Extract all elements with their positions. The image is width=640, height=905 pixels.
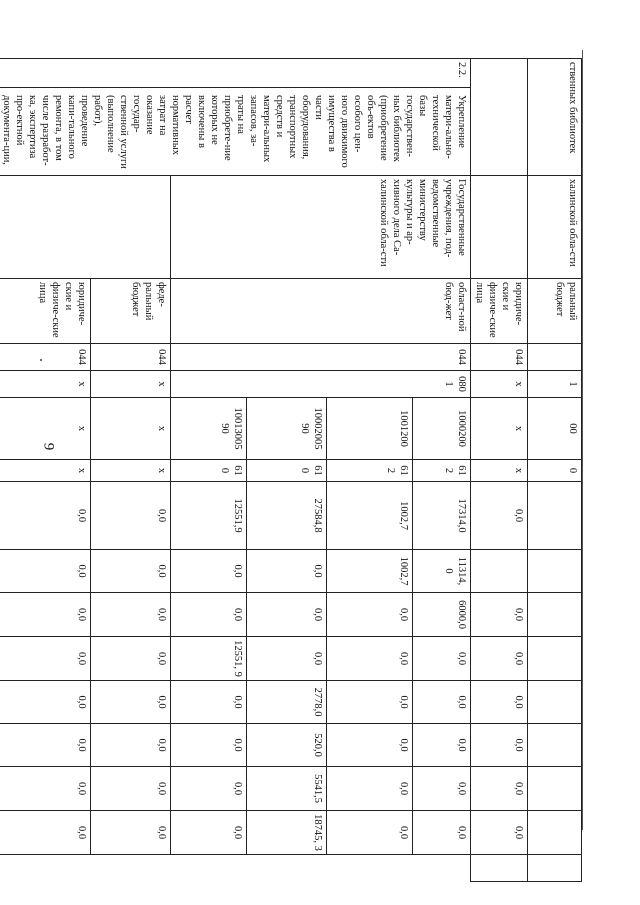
cell-value: 0,0 <box>90 550 171 593</box>
cell-value: 520,0 <box>246 724 327 767</box>
cell-value: 0,0 <box>327 811 413 855</box>
cell-code: 00 <box>528 398 582 460</box>
cell-value: 0,0 <box>0 811 90 855</box>
cell-x: х <box>471 460 528 482</box>
cell-code: 0 <box>528 460 582 482</box>
cell-vr: 61 2 <box>413 460 471 482</box>
cell-value: 0,0 <box>0 550 90 593</box>
cell-value: 0,0 <box>327 593 413 637</box>
cell-x: х <box>471 398 528 460</box>
cell-value: 0,0 <box>90 811 171 855</box>
cell-value: 12551, 9 <box>171 637 246 681</box>
table-row <box>0 59 90 882</box>
cell-value: 1002,7 <box>327 550 413 593</box>
cell-value: 0,0 <box>471 767 528 811</box>
cell-code: 044 <box>471 344 528 371</box>
cell-value: 1002,7 <box>327 482 413 550</box>
cell-value: 5541,5 <box>246 767 327 811</box>
section-text: Укрепление матери-ально-технической базы государствен-ных библиотек (приобретение объ-ектов особого цен-ного движимого имущества в части оборудования, транспортных средств и матери-альных запасов, за-траты на приобрете-ние которых не включены в расчет нормативных затрат на оказание государ-ственной услуги (выполнение работ), проведение капи-тального ремонта, в том числе разработ-ка, экспертиза про-ектной документа-ции, <box>1 95 467 169</box>
cell-csr: 1000200 <box>413 398 471 460</box>
cell-value: 0,0 <box>471 593 528 637</box>
cell-code: 044 <box>171 344 471 371</box>
cell-text: ственных библиотек <box>528 59 582 176</box>
cell-vr: 61 2 <box>327 460 413 482</box>
cell-value: 0,0 <box>171 767 246 811</box>
cell-value: 0,0 <box>0 637 90 681</box>
cell-x: х <box>90 398 171 460</box>
cell-value: 0,0 <box>413 811 471 855</box>
cell-value: 0,0 <box>90 724 171 767</box>
cell-value: 0,0 <box>0 767 90 811</box>
cell-csr: 10002005 90 <box>246 398 327 460</box>
cell-value: 0,0 <box>327 724 413 767</box>
cell-value: 0,0 <box>246 637 327 681</box>
cell-value: 0,0 <box>246 593 327 637</box>
cell-source: област-ной бюд-жет <box>171 279 471 344</box>
cell-value: 0,0 <box>413 637 471 681</box>
cell-value: 12551,9 <box>171 482 246 550</box>
cell-text: халинской обла-сти <box>528 176 582 279</box>
cell-source: юридиче-ские и физиче-ские лица <box>0 279 90 344</box>
cell-value: 18745, 3 <box>246 811 327 855</box>
cell-value: 0,0 <box>90 637 171 681</box>
cell-x: х <box>90 460 171 482</box>
cell-value: 0,0 <box>413 681 471 724</box>
section-name <box>0 59 471 176</box>
table-row <box>471 59 528 882</box>
cell-value: 0,0 <box>90 767 171 811</box>
cell-value: 0,0 <box>471 811 528 855</box>
cell-value: 0,0 <box>246 550 327 593</box>
section-executor: Государственные учреждения, под-ведомственные министерству культуры и ар-хивного дела Са-халинской обла-сти <box>171 176 471 279</box>
cell-x: х <box>0 371 90 398</box>
table-row <box>528 59 582 882</box>
cell-value: 0,0 <box>171 550 246 593</box>
cell-value: 0,0 <box>471 482 528 550</box>
cell-code: 044 <box>90 344 171 371</box>
cell-value: 17314,0 <box>413 482 471 550</box>
table-right-edge <box>582 50 583 830</box>
cell-vr: 61 0 <box>246 460 327 482</box>
table-row <box>413 59 471 882</box>
cell-value: 0,0 <box>0 681 90 724</box>
page-number: 9 <box>40 442 57 451</box>
cell-value: 0,0 <box>171 724 246 767</box>
cell-text: ральный бюджет <box>528 279 582 344</box>
cell-value: 0,0 <box>471 724 528 767</box>
cell-csr: 1001200 <box>327 398 413 460</box>
cell-value: 0,0 <box>0 724 90 767</box>
cell-source: феде-ральный бюджет <box>90 279 171 344</box>
cell-value: 0,0 <box>171 681 246 724</box>
cell-value: 11314, 0 <box>413 550 471 593</box>
cell-value: 0,0 <box>0 593 90 637</box>
cell-value: 27584,8 <box>246 482 327 550</box>
cell-code: 080 1 <box>171 371 471 398</box>
cell-code: 044 <box>0 344 90 371</box>
rotated-table-area <box>1 58 582 851</box>
cell-value: 0,0 <box>413 724 471 767</box>
rotated-table <box>1 58 582 851</box>
cell-value: 0,0 <box>90 681 171 724</box>
cell-x: х <box>471 371 528 398</box>
cell-csr: 10013005 90 <box>171 398 246 460</box>
cell-value: 0,0 <box>171 811 246 855</box>
cell-value: 0,0 <box>0 482 90 550</box>
cell-value: 6000,0 <box>413 593 471 637</box>
cell-value: 2778,0 <box>246 681 327 724</box>
cell-value: 0,0 <box>471 681 528 724</box>
cell-value: 0,0 <box>171 593 246 637</box>
cell-value: 0,0 <box>90 482 171 550</box>
table-row <box>90 59 171 882</box>
cell-x: х <box>0 398 90 460</box>
section-number: 2.2. <box>0 59 470 88</box>
cell-value: 0,0 <box>413 767 471 811</box>
cell-value: 0,0 <box>90 593 171 637</box>
cell-value: 0,0 <box>327 681 413 724</box>
cell-x: х <box>0 460 90 482</box>
cell-value: 0,0 <box>327 637 413 681</box>
cell-code: 1 <box>528 371 582 398</box>
cell-source: юридиче-ские и физиче-ские лица <box>471 279 528 344</box>
budget-table <box>0 58 582 882</box>
cell-value: 0,0 <box>471 637 528 681</box>
cell-value: 0,0 <box>327 767 413 811</box>
cell-x: х <box>90 371 171 398</box>
cell-vr: 61 0 <box>171 460 246 482</box>
